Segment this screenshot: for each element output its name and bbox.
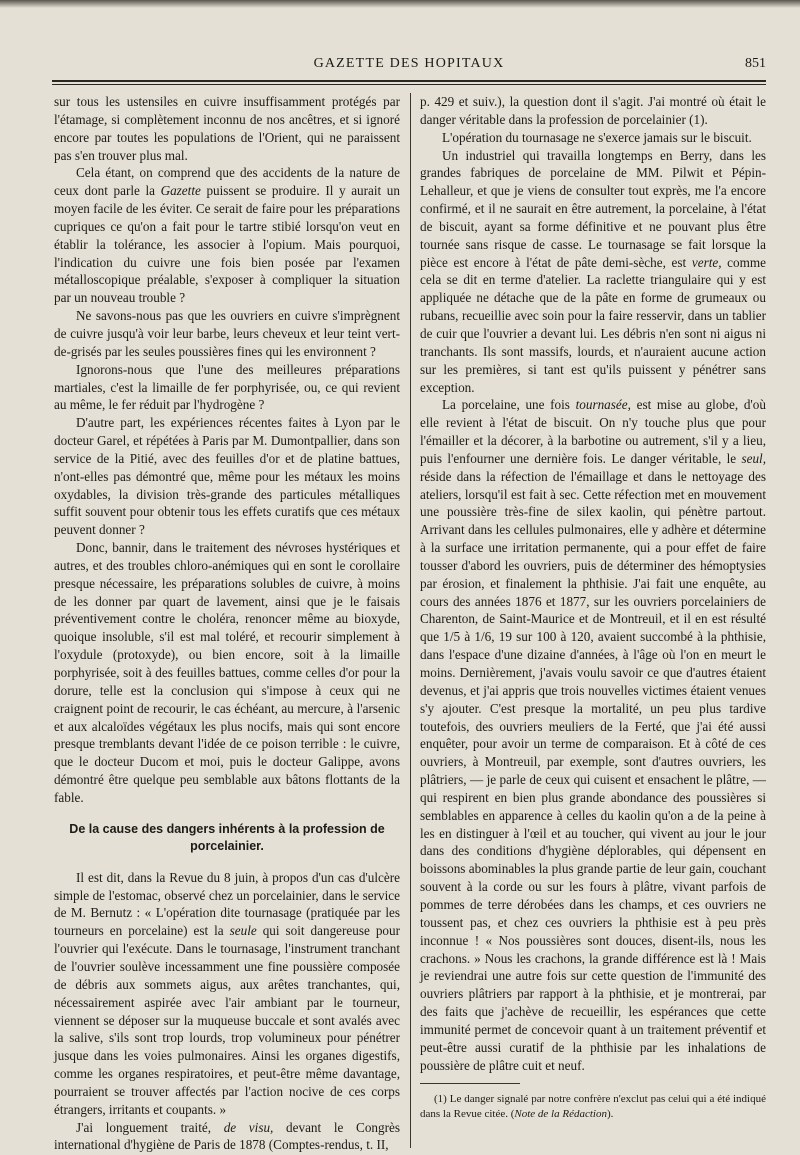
emphasis: de visu, xyxy=(223,1119,274,1135)
paragraph: Ne savons-nous pas que les ouvriers en cuivre s'imprègnent de cuivre jusqu'à voir leur barbe, leurs cheveux et leur teint vert-de-grisés par les seules poussières fines qui les environnent ? xyxy=(54,308,400,359)
paragraph: J'ai longuement traité, de visu, devant le Congrès international d'hygiène de Paris de 1878 (Comptes-rendus, t. II, xyxy=(54,1119,400,1153)
emphasis: tournasée, xyxy=(575,397,631,413)
page-header xyxy=(52,56,766,78)
paragraph: Ignorons-nous que l'une des meilleures préparations martiales, c'est la limaille de fer porphyrisée, ou, ce qui revient au même, le fer réduit par l'hydrogène ? xyxy=(54,361,400,413)
header-rule-thick xyxy=(52,80,766,82)
journal-title: GAZETTE DES HOPITAUX xyxy=(313,56,505,71)
column-divider xyxy=(410,93,411,1148)
footnote xyxy=(420,1092,766,1122)
emphasis: Note de la Rédaction xyxy=(514,1108,607,1120)
paragraph: D'autre part, les expériences récentes faites à Lyon par le docteur Garel, et répétées à Paris par M. Dumontpallier, dans son service de la Pitié, avec des feuilles d'or et de platine battues, n'ont-elles pas démontré que, même pour les métaux les moins oxydables, la division très-grande des particules métalliques suffit souvent pour obtenir tous les effets curatifs que ces métaux peuvent donner ? xyxy=(54,415,400,538)
paragraph: Il est dit, dans la Revue du 8 juin, à propos d'un cas d'ulcère simple de l'estomac, observé chez un porcelainier, dans le service de M. Bernutz : « L'opération dite tournasage (pratiquée par les tourneurs en porcelaine) est la seule qui soit dangereuse pour l'ouvrier qui l'exécute. Dans le tournasage, l'instrument tranchant de l'ouvrier soulève incessamment une fine poussière composée de débris aux sommets aigus, aux arêtes tranchantes, qui, nécessairement aspirée avec l'air ambiant par le tourneur, viennent se déposer sur la muqueuse buccale et sont avalés avec la salive, s'ils sont trop lourds, trop volumineux pour pénétrer jusque dans les voies pulmonaires. Ainsi les organes digestifs, comme les organes respiratoires, et peut-être même davantage, pourraient se trouver affectés par l'action nocive de ces corps étrangers, irritants et coupants. » xyxy=(54,869,401,1117)
paragraph: La porcelaine, une fois tournasée, est mise au globe, d'où elle revient à l'état de biscuit. On n'y touche plus que pour l'émailler et la décorer, à la barbotine ou autrement, s'il y a lieu, puis l'enfourner une dernière fois. Le danger véritable, le seul, réside dans la réfection de l'émaillage et dans le nettoyage des ateliers, lorsqu'il est fait à sec. Cette réfection met en mouvement une poussière très-fine de silex kaolin, qui pénètre partout. Arrivant dans les cellules pulmonaires, elle y adhère et détermine à la surface une irritation permanente, qui a pour effet de faire tousser d'abord les ouvriers, puis de déterminer des hémoptysies par érosion, et finalement la phthisie. J'ai fait une enquête, au cours des années 1876 et 1877, sur les ouvriers porcelainiers de Charenton, de Saint-Maurice et de Montreuil, et il en est résulté que 1/5 à 1/6, 19 sur 100 à 120, avaient succombé à la phthisie, dans l'espace d'une dizaine d'années, à l'âge où l'on en meurt le moins. Dernièrement, j'avais voulu savoir ce que d'autres étaient devenus, et j'ai appris que trois nouvelles victimes étaient venues s'y ajouter. C'est presque la mortalité, un peu plus tardive toutefois, des ouvriers meuliers de la Ferté, que j'ai été aussi enquêter, pour avoir un terme de comparaison. Et à côté de ces ouvriers, à Montreuil, par exemple, sont d'autres ouvriers, les plâtriers, — je parle de ceux qui cuisent et ensachent le plâtre, — qui respirent en bien plus grande abondance des poussières si semblables en apparence à celles du kaolin qu'on a de la peine à les en distinguer à l'œil et au toucher, qui vivent au jour le jour dans des conditions d'hygiène déplorables, qui dépensent en boissons abominables la plus grande partie de leur gain, couchant souvent à la corde ou sur les fours à plâtre, vivant parfois de pommes de terre dérobées dans les champs, et ces ouvriers ne toussent pas, et chez ces ouvriers la phthisie est à peu près inconnue ! « Nos poussières sont douces, disent-ils, nous les crachons. » Nous les crachons, la grande différence est là ! Mais je reviendrai une autre fois sur cette question de l'immunité des ouvriers plâtriers par rapport à la phthisie, et je montrerai, par des faits que j'achève de recueillir, les espérances que cette immunité permet de concevoir quant à un traitement préventif et peut-être aussi curatif de la phthisie par les inhalations de poussière de plâtre cuit et neuf. xyxy=(420,397,766,1073)
paragraph: Cela étant, on comprend que des accidents de la nature de ceux dont parle la Gazette puissent se produire. Il y aurait un moyen facile de les éviter. Ce serait de faire pour les préparations cupriques ce qu'on a fait pour le tartre stibié lorsqu'on veut en établir la tolérance, les associer à l'opium. Mais pourquoi, l'indication du cuivre une fois bien posée par l'examen métalloscopique préalable, s'exposer à compliquer la situation par un nouveau trouble ? xyxy=(54,165,400,306)
footnote-rule xyxy=(420,1083,520,1084)
emphasis: seul, xyxy=(741,450,766,466)
emphasis: Gazette xyxy=(160,183,201,199)
header-rule-thin xyxy=(52,84,766,85)
paragraph: p. 429 et suiv.), la question dont il s'agit. J'ai montré où était le danger véritable dans la profession de porcelainier (1). xyxy=(420,94,766,127)
footnote-text: (1) Le danger signalé par notre confrère n'exclut pas celui qui a été indiqué dans la Revue citée. (Note de la Rédaction). xyxy=(420,1093,766,1120)
paragraph: sur tous les ustensiles en cuivre insuffisamment protégés par l'étamage, si complètement inconnu de nos ancêtres, et si ignoré encore par toutes les populations de l'Orient, qui ne paraissent pas s'en trouver plus mal. xyxy=(54,94,400,163)
paragraph: Un industriel qui travailla longtemps en Berry, dans les grandes fabriques de porcelaine de MM. Pilwit et Pépin-Lehalleur, et que je viens de consulter tout exprès, me l'a encore confirmé, et il ne saurait en être autrement, la porcelaine, à l'état de biscuit, ayant sa forme définitive et ne pouvant plus être tournée sans risque de casse. Le tournasage se fait lorsque la pièce est encore à l'état de pâte demi-sèche, est verte, comme cela se dit en terme d'atelier. La raclette triangulaire qui y est appliquée ne détache que de la pâte en forme de grumeaux ou rubans, recueillie avec soin pour la faire resservir, dans un tablier de cuir que l'ouvrier a devant lui. Les débris n'en sont ni aigus ni tranchants. Ils sont massifs, lourds, et n'auraient aucune action sur les premières, si tant est qu'ils puissent y pénétrer sans exception. xyxy=(420,147,766,395)
right-column xyxy=(420,93,766,1074)
page-top-edge xyxy=(0,0,800,8)
page-number: 851 xyxy=(745,56,766,71)
paragraph: L'opération du tournasage ne s'exerce jamais sur le biscuit. xyxy=(442,129,752,145)
emphasis: seule xyxy=(229,923,257,939)
section-heading: De la cause des dangers inhérents à la profession de porcelainier. xyxy=(69,821,385,853)
left-column xyxy=(54,93,400,1154)
emphasis: verte, xyxy=(691,254,722,270)
paragraph: Donc, bannir, dans le traitement des névroses hystériques et autres, et des troubles chloro-anémiques qui en sont le corollaire presque nécessaire, les préparations solubles de cuivre, à moins de les donner par quart de lavement, ainsi que je le faisais préventivement contre le choléra, renoncer même au bioxyde, quoique insoluble, s'il est mal toléré, et recourir simplement à l'oxydule (protoxyde), ou bien encore, soit à la limaille porphyrisée, soit à des feuilles battues, comme celles d'or pour la dorure, telle est la conclusion qui s'impose à ceux qui ne craignent point de recourir, le cas échéant, au mercure, à l'arsenic et aux alcaloïdes végétaux les plus nocifs, mais qui sont encore presque tremblants devant l'idée de ce poison terrible : le cuivre, que le docteur Ducom et moi, puis le docteur Galippe, avons démontré être quelque peu semblable aux bâtons flottants de la fable. xyxy=(54,540,400,805)
